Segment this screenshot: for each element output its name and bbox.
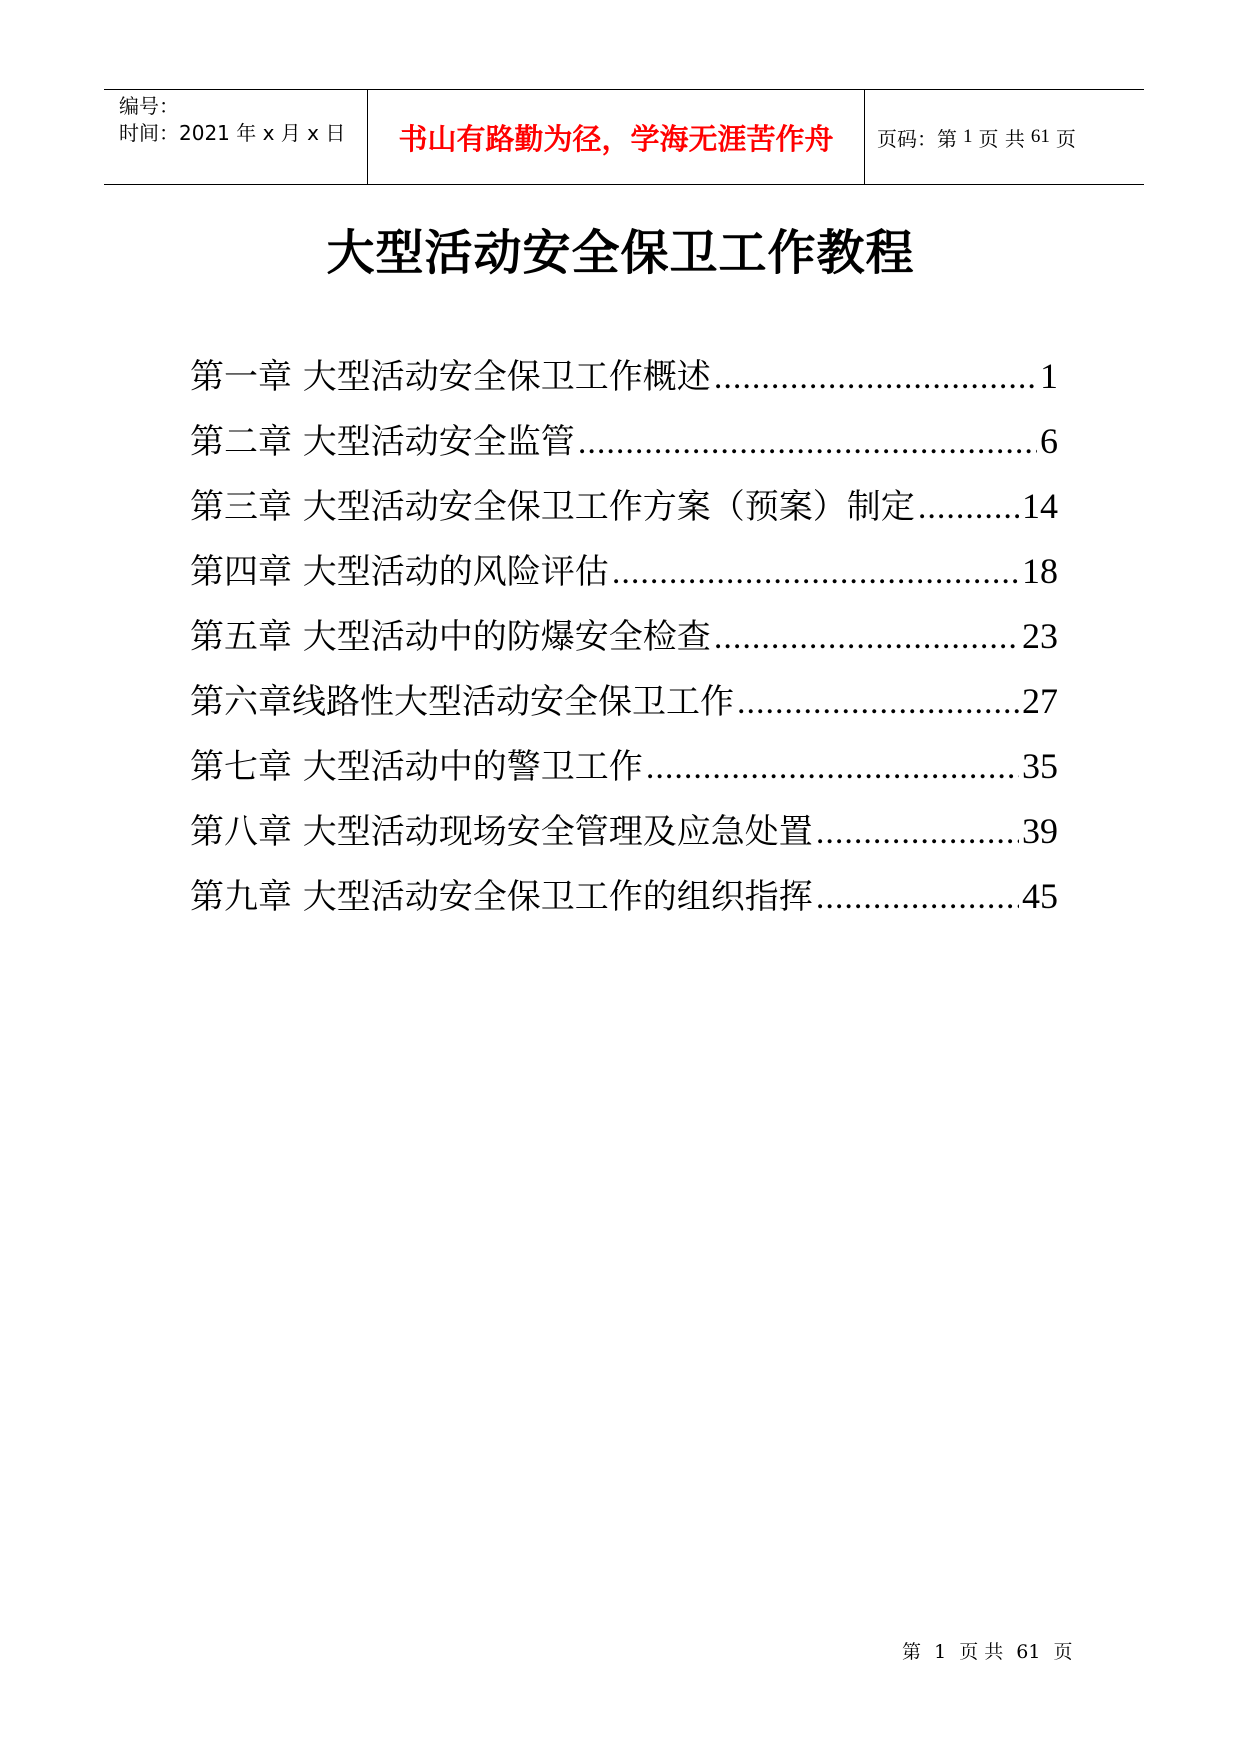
footer-mid: 页 共 xyxy=(959,1641,1004,1663)
page-header xyxy=(104,89,1144,185)
toc-entry-page: 23 xyxy=(1022,616,1058,656)
footer-suffix: 页 xyxy=(1053,1641,1073,1663)
toc-entry[interactable] xyxy=(190,609,1058,674)
header-meta xyxy=(104,90,368,184)
toc-entry-page: 27 xyxy=(1022,681,1058,721)
footer-page-total: 61 xyxy=(1016,1641,1041,1663)
page-total: 61 xyxy=(1030,126,1050,147)
toc-entry-title: 第七章 大型活动中的警卫工作 xyxy=(190,747,643,787)
toc-entry-title: 第二章 大型活动安全监管 xyxy=(190,422,575,462)
toc-leader-dots xyxy=(646,749,1019,787)
footer-page-current: 1 xyxy=(934,1641,947,1663)
page-footer xyxy=(902,1637,1073,1664)
toc-entry[interactable] xyxy=(190,349,1058,414)
toc-entry-title: 第六章线路性大型活动安全保卫工作 xyxy=(190,682,734,722)
toc-leader-dots xyxy=(918,489,1019,527)
header-page-info xyxy=(865,90,1144,184)
toc-entry[interactable] xyxy=(190,479,1058,544)
toc-entry-title: 第一章 大型活动安全保卫工作概述 xyxy=(190,357,711,397)
toc-entry[interactable] xyxy=(190,739,1058,804)
toc-entry[interactable] xyxy=(190,674,1058,739)
footer-prefix: 第 xyxy=(902,1641,922,1663)
serial-number-label: 编号： xyxy=(119,94,179,118)
toc-entry[interactable] xyxy=(190,869,1058,934)
toc-leader-dots xyxy=(578,424,1037,462)
toc-entry-page: 39 xyxy=(1022,811,1058,851)
toc-entry-page: 14 xyxy=(1022,486,1058,526)
toc-leader-dots xyxy=(714,619,1019,657)
toc-entry-page: 45 xyxy=(1022,876,1058,916)
toc-leader-dots xyxy=(816,814,1019,852)
toc-entry[interactable] xyxy=(190,414,1058,479)
toc-entry-title: 第四章 大型活动的风险评估 xyxy=(190,552,609,592)
page-label-suffix: 页 xyxy=(1055,126,1076,151)
document-title: 大型活动安全保卫工作教程 xyxy=(326,225,915,281)
table-of-contents xyxy=(190,349,1058,934)
toc-entry[interactable] xyxy=(190,804,1058,869)
toc-entry-title: 第三章 大型活动安全保卫工作方案（预案）制定 xyxy=(190,487,915,527)
toc-leader-dots xyxy=(737,684,1019,722)
toc-entry-page: 6 xyxy=(1040,421,1058,461)
toc-leader-dots xyxy=(816,879,1019,917)
toc-entry-page: 18 xyxy=(1022,551,1058,591)
page-label-mid: 页 共 xyxy=(978,126,1025,151)
toc-leader-dots xyxy=(612,554,1019,592)
toc-leader-dots xyxy=(714,359,1037,397)
toc-entry-title: 第八章 大型活动现场安全管理及应急处置 xyxy=(190,812,813,852)
toc-entry[interactable] xyxy=(190,544,1058,609)
header-motto: 书山有路勤为径，学海无涯苦作舟 xyxy=(368,90,865,184)
toc-entry-title: 第五章 大型活动中的防爆安全检查 xyxy=(190,617,711,657)
toc-entry-page: 1 xyxy=(1040,356,1058,396)
page-current: 1 xyxy=(963,126,973,147)
toc-entry-page: 35 xyxy=(1022,746,1058,786)
toc-entry-title: 第九章 大型活动安全保卫工作的组织指挥 xyxy=(190,877,813,917)
date-label: 时间：2021 年 x 月 x 日 xyxy=(119,121,346,145)
page-label-prefix: 页码：第 xyxy=(877,126,957,151)
